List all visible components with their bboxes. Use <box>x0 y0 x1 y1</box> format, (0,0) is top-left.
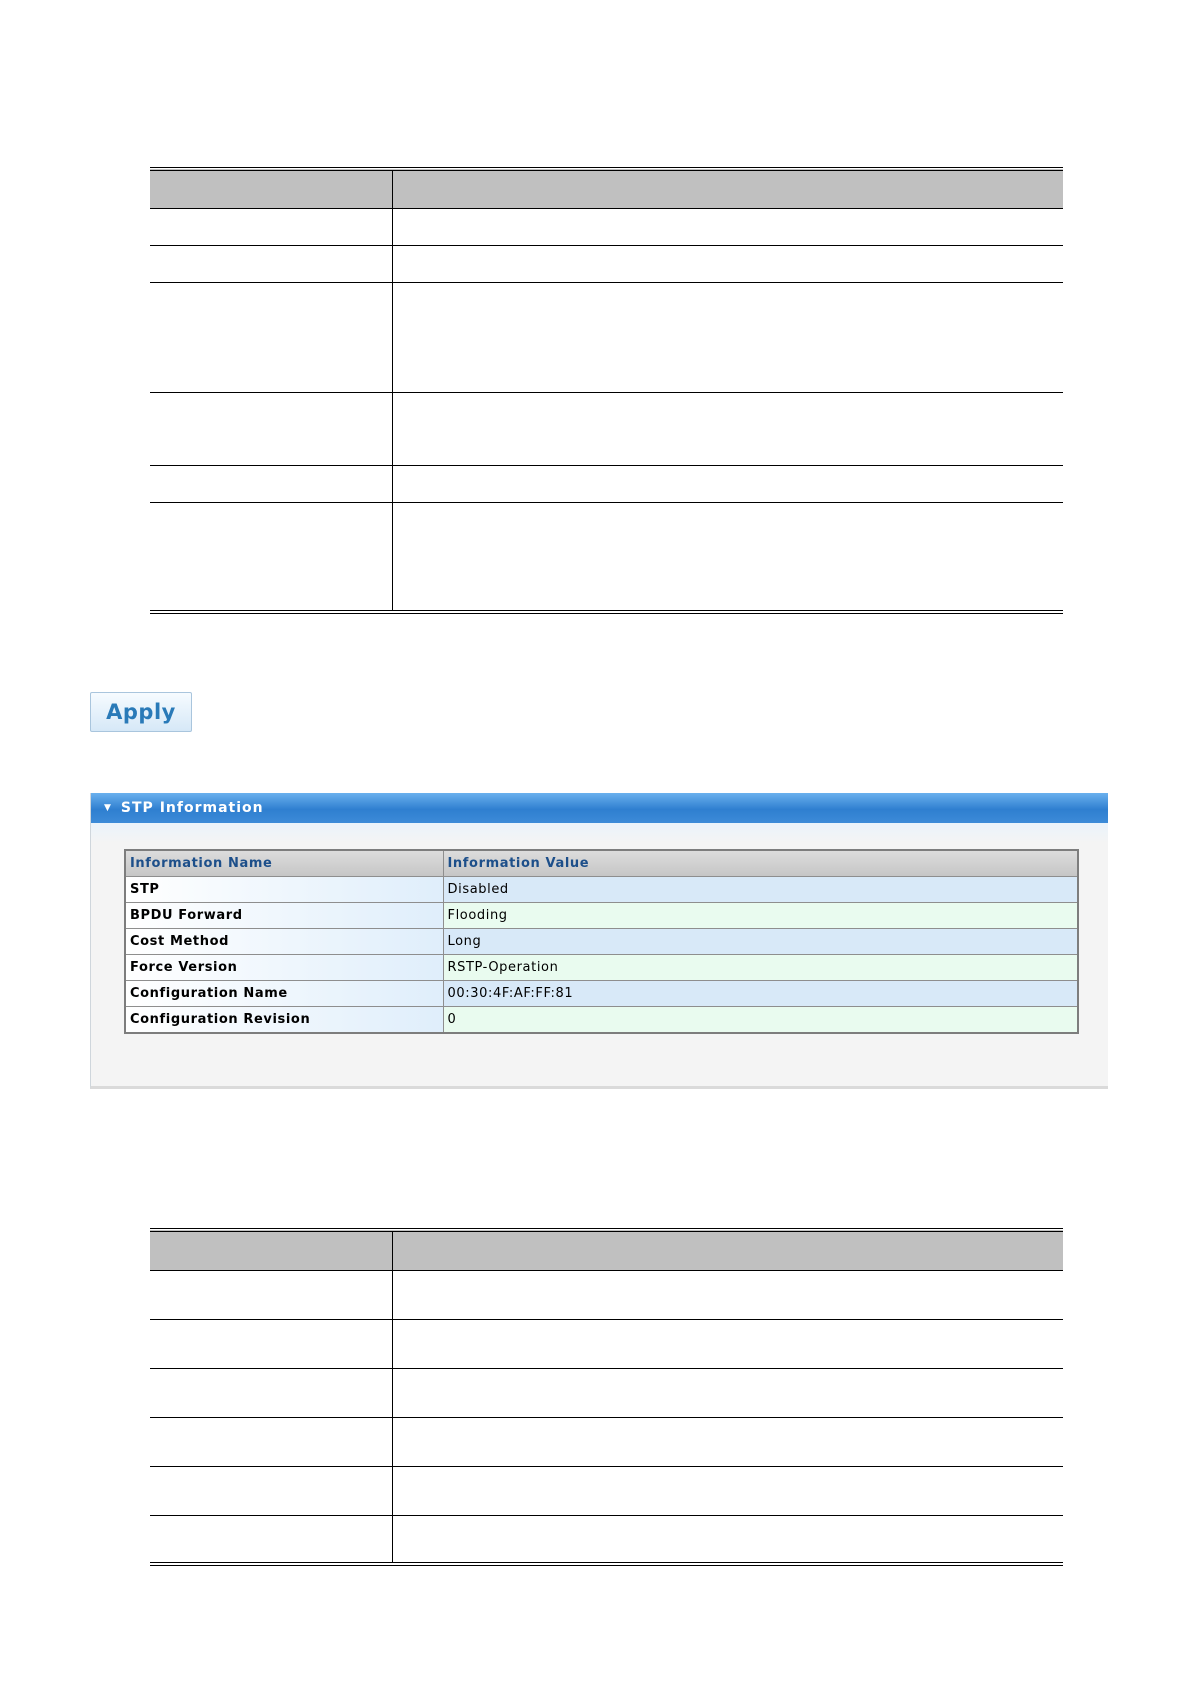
spec-row <box>150 392 1063 465</box>
spec-row <box>150 1270 1063 1319</box>
apply-button[interactable]: Apply <box>90 692 192 732</box>
spec-row <box>150 502 1063 612</box>
panel-header-shade <box>91 823 1108 843</box>
spec-cell <box>150 1466 393 1515</box>
spec-cell <box>150 465 393 502</box>
spec-row <box>150 245 1063 282</box>
info-value-cell: Long <box>443 929 1078 955</box>
spec-cell <box>393 1466 1064 1515</box>
spec-cell <box>150 1368 393 1417</box>
spec-cell <box>393 169 1064 208</box>
spec-cell <box>150 502 393 612</box>
info-name-cell: Configuration Revision <box>125 1007 443 1034</box>
spec-cell <box>393 392 1064 465</box>
table-row <box>125 955 1078 981</box>
spec-row <box>150 282 1063 392</box>
table-row <box>125 877 1078 903</box>
spec-cell <box>393 245 1064 282</box>
info-value-cell: Flooding <box>443 903 1078 929</box>
column-header-value: Information Value <box>443 850 1078 877</box>
spec-cell <box>393 1270 1064 1319</box>
spec-cell <box>150 1515 393 1564</box>
table-row <box>125 981 1078 1007</box>
spec-cell <box>150 169 393 208</box>
spec-cell <box>393 1230 1064 1270</box>
spec-cell <box>393 282 1064 392</box>
column-header-name: Information Name <box>125 850 443 877</box>
table-row <box>125 929 1078 955</box>
info-table-header <box>125 850 1078 877</box>
stp-info-table <box>124 849 1079 1034</box>
info-value-cell: 00:30:4F:AF:FF:81 <box>443 981 1078 1007</box>
spec-cell <box>393 208 1064 245</box>
spec-cell <box>150 1230 393 1270</box>
spec-cell <box>150 245 393 282</box>
info-name-cell: STP <box>125 877 443 903</box>
spec-row <box>150 465 1063 502</box>
spec-cell <box>393 502 1064 612</box>
spec-cell <box>393 465 1064 502</box>
spec-cell <box>393 1417 1064 1466</box>
lower-spec-table <box>150 1228 1063 1566</box>
info-name-cell: Cost Method <box>125 929 443 955</box>
spec-row <box>150 1319 1063 1368</box>
spec-row <box>150 1417 1063 1466</box>
spec-cell <box>150 1319 393 1368</box>
info-name-cell: BPDU Forward <box>125 903 443 929</box>
spec-cell <box>150 282 393 392</box>
table-row <box>125 1007 1078 1034</box>
info-value-cell: RSTP-Operation <box>443 955 1078 981</box>
spec-cell <box>393 1319 1064 1368</box>
collapse-arrow-icon[interactable]: ▼ <box>104 803 112 813</box>
stp-information-panel <box>90 793 1108 1089</box>
spec-row <box>150 1368 1063 1417</box>
spec-row <box>150 1466 1063 1515</box>
info-value-cell: Disabled <box>443 877 1078 903</box>
spec-header-row <box>150 1230 1063 1270</box>
info-value-cell: 0 <box>443 1007 1078 1034</box>
info-name-cell: Configuration Name <box>125 981 443 1007</box>
spec-cell <box>393 1515 1064 1564</box>
spec-row <box>150 1515 1063 1564</box>
info-name-cell: Force Version <box>125 955 443 981</box>
spec-cell <box>150 392 393 465</box>
spec-cell <box>150 208 393 245</box>
upper-spec-table <box>150 167 1063 614</box>
table-row <box>125 903 1078 929</box>
spec-row <box>150 208 1063 245</box>
spec-cell <box>150 1270 393 1319</box>
panel-title: STP Information <box>120 800 264 816</box>
spec-cell <box>393 1368 1064 1417</box>
spec-header-row <box>150 169 1063 208</box>
panel-header[interactable] <box>91 793 1108 823</box>
spec-cell <box>150 1417 393 1466</box>
